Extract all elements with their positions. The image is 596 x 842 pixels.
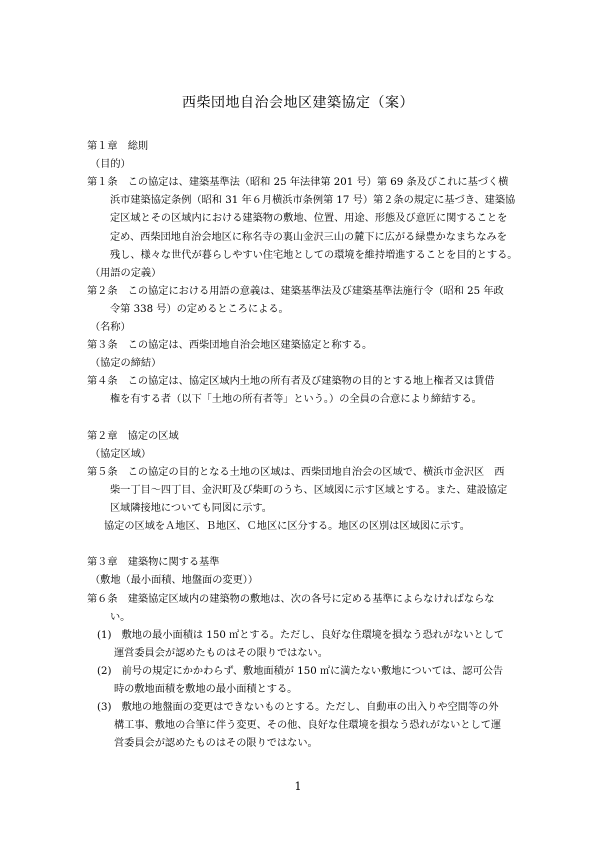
document-line: 第６条 建築協定区域内の建築物の敷地は、次の各号に定める基準によらなければならな — [87, 593, 495, 605]
document-line: 残し、様々な世代が暮らしやすい住宅地としての環境を維持増進することを目的とする。 — [110, 249, 518, 261]
document-line: 令第 338 号）の定めるところによる。 — [110, 303, 289, 315]
article-caption: （目的） — [90, 159, 131, 171]
page-number: 1 — [294, 780, 302, 793]
article-caption: （用語の定義） — [90, 267, 162, 279]
document-line: 第３条 この協定は、西柴団地自治会地区建築協定と称する。 — [87, 340, 373, 352]
article-caption: （協定区域） — [90, 448, 152, 460]
document-line: (1) 敷地の最小面積は 150 ㎡とする。ただし、良好な住環境を損なう恐れがないとして — [97, 629, 505, 641]
document-line: 区域隣接地についても同図に示す。 — [110, 503, 272, 514]
chapter-heading: 第２章 協定の区域 — [87, 430, 179, 442]
document-line: 第５条 この協定の目的となる土地の区域は、西柴団地自治会の区域で、横浜市金沢区 西 — [87, 466, 505, 478]
document-line: 協定の区域をＡ地区、Ｂ地区、Ｃ地区に区分する。地区の区別は区域図に示す。 — [104, 521, 470, 533]
article-caption: （名称） — [90, 322, 131, 333]
document-line: 第１条 この協定は、建築基準法（昭和 25 年法律第 201 号）第 69 条及びこれに基づく横 — [87, 177, 509, 189]
document-line: 運営委員会が認めたものはその限りではない。 — [114, 647, 328, 659]
document-line: 定め、西柴団地自治会地区に称名寺の裏山金沢三山の麓下に広がる緑豊かなまちなみを — [110, 231, 507, 243]
document-title: 西柴団地自治会地区建築協定（案） — [182, 95, 414, 111]
article-caption: （協定の締結） — [90, 358, 162, 370]
document-line: 権を有する者（以下「土地の所有者等」という。）の全員の合意により締結する。 — [110, 394, 482, 406]
document-line: い。 — [110, 611, 131, 623]
document-line: 定区域とその区域内における建築物の敷地、位置、用途、形態及び意匠に関することを — [110, 213, 508, 225]
document-line: 柴一丁目～四丁目、金沢町及び柴町のうち、区域図に示す区域とする。また、建設協定 — [110, 484, 508, 496]
article-caption: （敷地（最小面積、地盤面の変更）） — [90, 575, 259, 587]
document-line: 第４条 この協定は、協定区域内土地の所有者及び建築物の目的とする地上権者又は賃借 — [87, 376, 495, 388]
document-line: 第２条 この協定における用語の意義は、建築基準法及び建築基準法施行令（昭和 25 年政 — [87, 285, 504, 297]
document-line: (2) 前号の規定にかかわらず、敷地面積が 150 ㎡に満たない敷地については、認可公告 — [97, 665, 504, 677]
document-line: 時の敷地面積を敷地の最小面積とする。 — [114, 684, 298, 695]
chapter-heading: 第３章 建築物に関する基準 — [87, 557, 220, 569]
chapter-heading: 第１章 総則 — [87, 141, 149, 152]
document-line: 浜市建築協定条例（昭和 31 年６月横浜市条例第 17 号）第２条の規定に基づき、建築協 — [110, 195, 516, 207]
document-line: (3) 敷地の地盤面の変更はできないものとする。ただし、自動車の出入りや空間等の外 — [97, 702, 499, 714]
document-line: 営委員会が認めたものはその限りではない。 — [114, 738, 318, 750]
document-line: 構工事、敷地の合筆に伴う変更、その他、良好な住環境を損なう恐れがないとして運 — [114, 720, 502, 732]
